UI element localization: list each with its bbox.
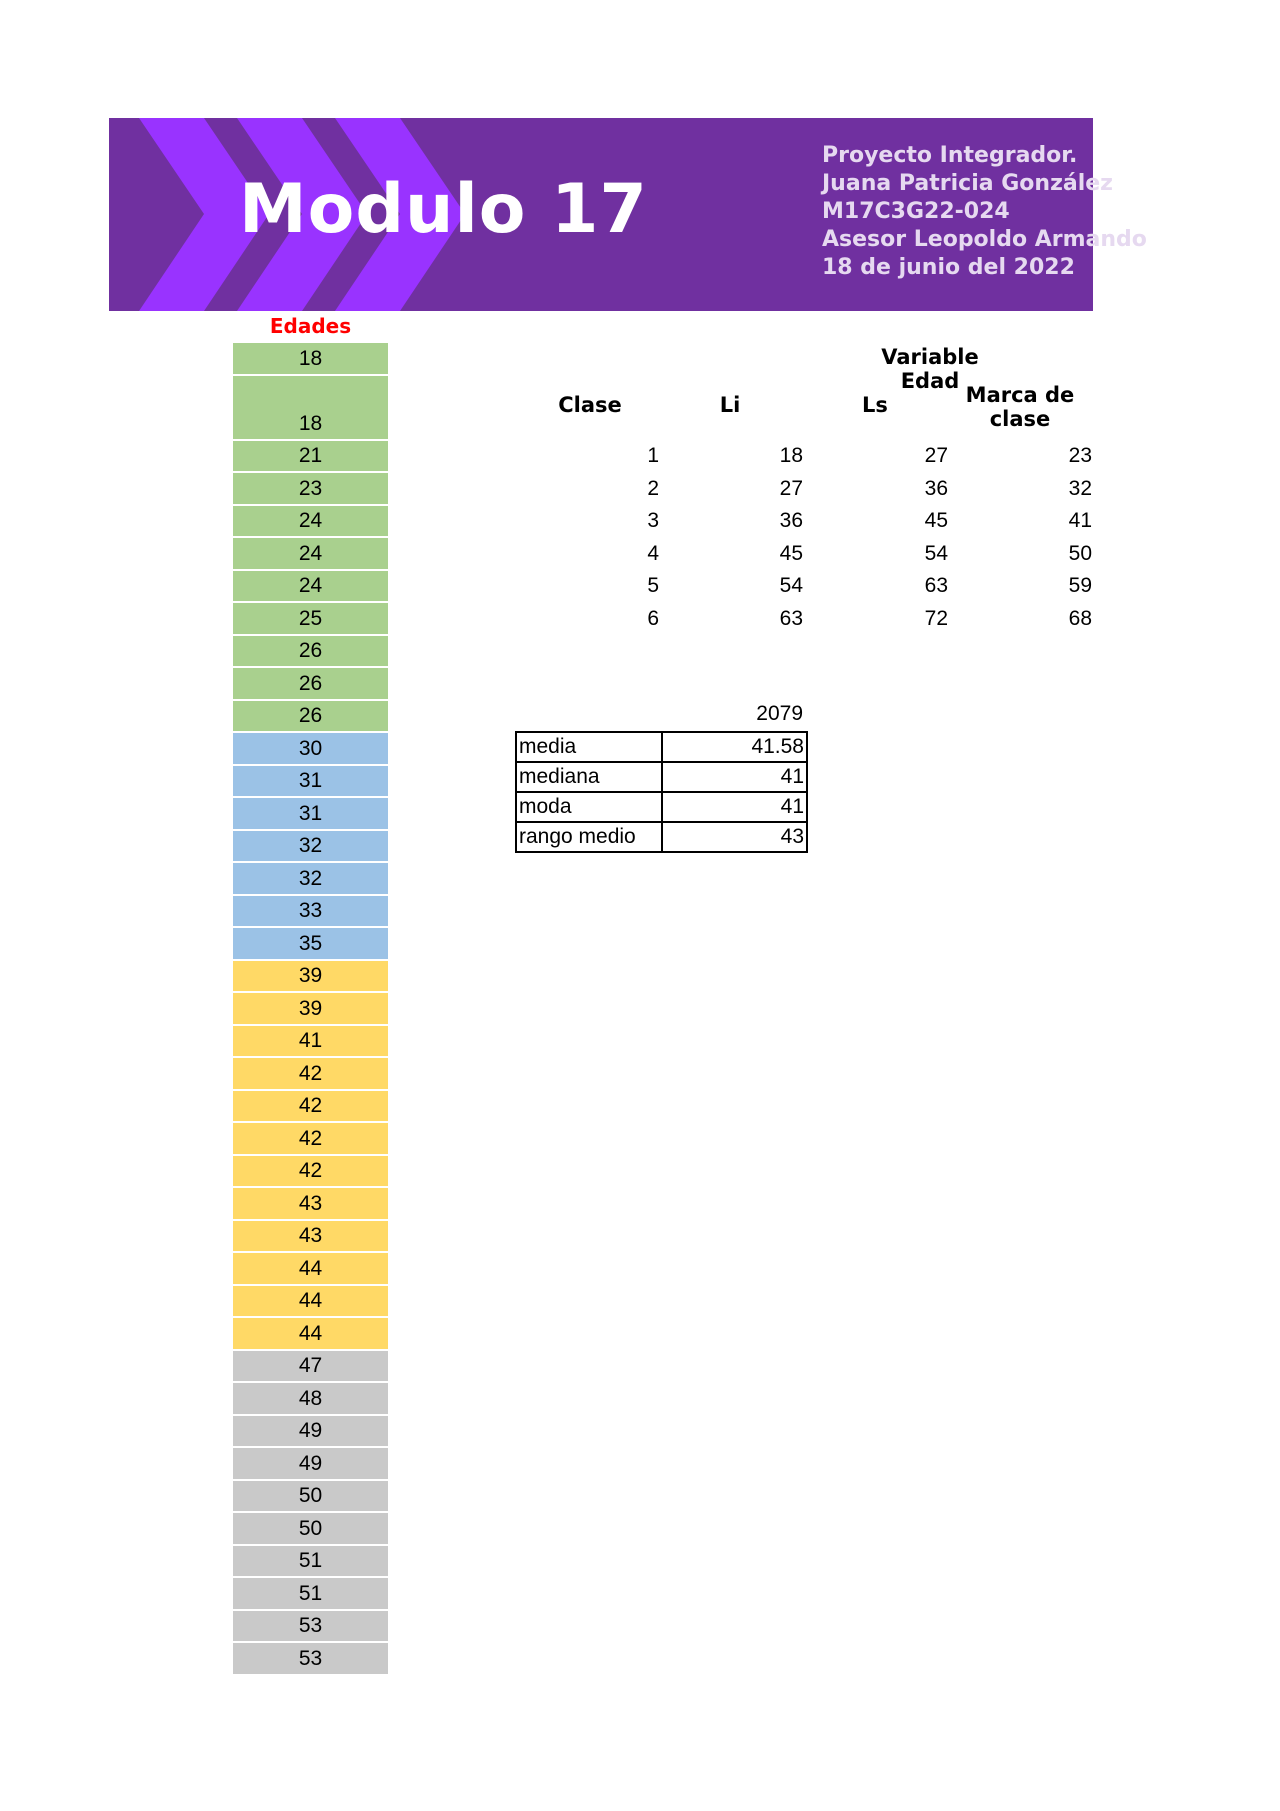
cell-li: 45 [779,541,803,565]
stat-label: moda [516,792,662,822]
stat-value: 41.58 [662,732,807,762]
cell-ls: 54 [924,541,948,565]
ages-header: Edades [269,314,352,338]
header-banner [109,118,1147,311]
age-cell: 49 [233,1448,388,1481]
sum-total: 2079 [756,702,803,725]
age-cell: 44 [233,1286,388,1319]
age-cell: 42 [233,1058,388,1091]
age-cell: 18 [233,376,388,441]
cell-li: 27 [779,476,803,500]
age-cell: 21 [233,441,388,474]
age-cell: 50 [233,1513,388,1546]
age-cell: 44 [233,1253,388,1286]
age-cell: 42 [233,1091,388,1124]
header-li: Li [719,393,741,417]
stat-label: media [516,732,662,762]
ages-column [233,343,388,1676]
age-cell: 44 [233,1318,388,1351]
age-cell: 31 [233,766,388,799]
stats-row [516,792,807,822]
age-cell: 24 [233,506,388,539]
info-advisor: Asesor Leopoldo Armando [822,227,1147,252]
stats-row [516,762,807,792]
age-cell: 26 [233,636,388,669]
stat-label: rango medio [516,822,662,852]
stat-label: mediana [516,762,662,792]
cell-clase: 1 [647,444,659,467]
header-marca-de-clase: Marca de clase [965,383,1075,431]
cell-clase: 4 [647,541,659,565]
age-cell: 41 [233,1026,388,1059]
cell-ls: 27 [924,444,948,467]
cell-ls: 63 [924,574,948,597]
age-cell: 48 [233,1383,388,1416]
age-cell: 50 [233,1481,388,1514]
info-author: Juana Patricia González [822,171,1113,196]
cell-ls: 36 [924,476,948,500]
age-cell: 26 [233,668,388,701]
age-cell: 53 [233,1611,388,1644]
cell-li: 54 [779,574,803,597]
stats-row [516,822,807,852]
cell-clase: 5 [647,574,659,597]
cell-li: 18 [779,444,803,467]
age-cell: 24 [233,538,388,571]
age-cell: 51 [233,1578,388,1611]
age-cell: 35 [233,928,388,961]
age-cell: 49 [233,1416,388,1449]
age-cell: 31 [233,798,388,831]
cell-ls: 72 [924,606,948,630]
info-project: Proyecto Integrador. [822,143,1078,168]
stat-value: 41 [662,792,807,822]
project-info [822,142,1147,282]
cell-marca: 32 [1068,476,1092,500]
age-cell: 53 [233,1643,388,1676]
age-cell: 23 [233,473,388,506]
stats-table [515,731,808,853]
cell-li: 63 [779,606,803,630]
age-cell: 32 [233,831,388,864]
stat-value: 43 [662,822,807,852]
age-cell: 43 [233,1221,388,1254]
age-cell: 39 [233,993,388,1026]
age-cell: 32 [233,863,388,896]
age-cell: 43 [233,1188,388,1221]
age-cell: 51 [233,1546,388,1579]
age-cell: 26 [233,701,388,734]
age-cell: 42 [233,1123,388,1156]
age-cell: 47 [233,1351,388,1384]
cell-marca: 59 [1068,574,1092,597]
cell-clase: 3 [647,509,659,532]
age-cell: 33 [233,896,388,929]
stat-value: 41 [662,762,807,792]
info-date: 18 de junio del 2022 [822,255,1075,280]
cell-clase: 6 [647,606,659,630]
cell-marca: 23 [1068,444,1092,467]
info-group: M17C3G22-024 [822,199,1010,224]
cell-ls: 45 [924,509,948,532]
age-cell: 18 [233,343,388,376]
age-cell: 42 [233,1156,388,1189]
header-ls: Ls [862,393,888,417]
cell-li: 36 [779,509,803,532]
frequency-table-title: Variable Edad [881,345,979,393]
age-cell: 24 [233,571,388,604]
cell-clase: 2 [647,476,659,500]
header-clase: Clase [558,393,622,417]
cell-marca: 50 [1068,541,1092,565]
cell-marca: 68 [1068,606,1092,630]
age-cell: 25 [233,603,388,636]
age-cell: 30 [233,733,388,766]
age-cell: 39 [233,961,388,994]
stats-row [516,732,807,762]
cell-marca: 41 [1068,509,1092,532]
page-title: Modulo 17 [239,170,648,249]
